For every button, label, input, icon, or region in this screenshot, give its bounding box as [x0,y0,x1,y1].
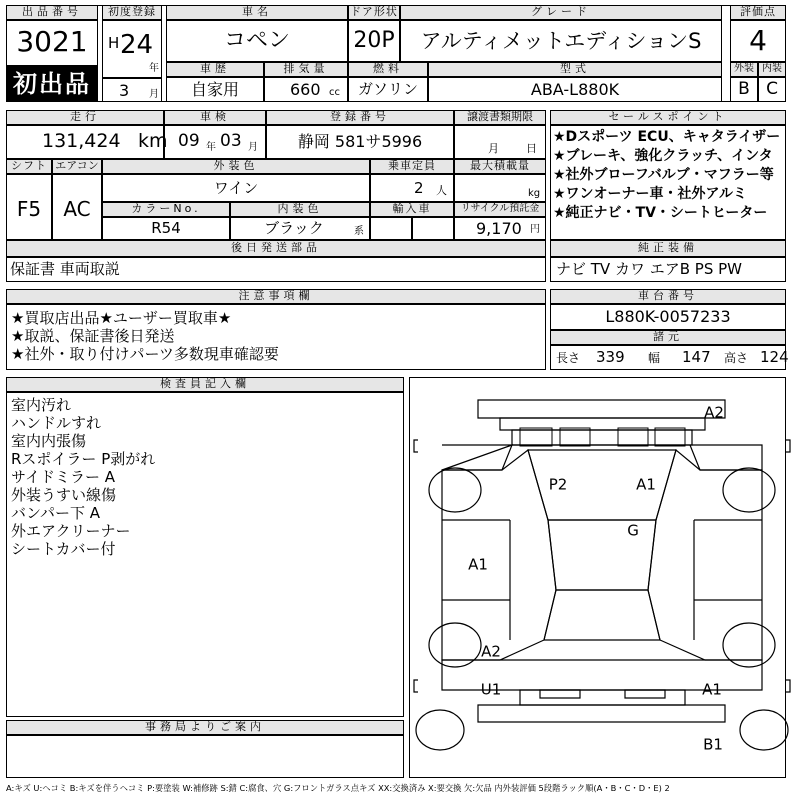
ext-color-header: 外装色 [102,159,370,174]
displacement-unit: cc [329,87,340,98]
model: ABA-L880K [530,80,620,99]
dimensions-header: 諸元 [550,330,786,345]
hood-edge-outline [512,430,692,445]
spare-wheel-right [740,710,788,750]
right-side-outline [648,450,762,660]
inspection-header: 車検 [164,110,266,125]
inspection-month: 03 [220,131,242,151]
equipment-header: 純正装備 [550,240,786,257]
damage-mark: G [627,521,639,540]
plate-number: 静岡 581サ5996 [297,132,423,151]
length: 339 [596,348,625,366]
note-item: ★買取店出品★ユーザー買取車★ [11,309,232,327]
inspector-item: 外エアクリーナー [11,522,131,540]
damage-mark: A1 [468,555,488,574]
chassis-number: L880K-0057233 [605,307,731,326]
inspection-year: 09 [178,131,200,151]
car-name: コペン [223,28,290,53]
mileage-unit: km [138,130,168,152]
note-item: ★取説、保証書後日発送 [11,327,175,345]
transfer-month-unit: 月 [488,142,499,155]
exterior-grade: B [738,79,750,99]
inspector-item: サイドミラー A [11,468,115,486]
inspector-item: 外装うすい線傷 [11,486,117,504]
left-side-outline [442,450,556,660]
inspection-year-unit: 年 [206,142,216,153]
inspector-item: バンパー下 A [11,504,100,522]
inspector-item: 室内内張傷 [11,432,87,450]
notes-header: 注意事項欄 [6,289,546,304]
era: H [108,34,120,52]
legend: A:キズ U:ヘコミ B:キズを伴うヘコミ P:要塗装 W:補修跡 S:錆 C:腐食、穴 G:フロントガラス点キズ XX:交換済み X:要交換 欠:欠品 内外装評価 5段階ラック順(A・B・C・D・E) 2 [6,783,670,793]
plate-header: 登録番号 [266,110,454,125]
score: 4 [749,24,767,57]
damage-mark: A1 [702,680,722,699]
lot-number: 3021 [16,25,88,58]
int-color-header: 内装色 [230,202,370,217]
damage-mark: A2 [704,403,724,422]
width: 147 [682,348,711,366]
transfer-day-unit: 日 [526,142,537,155]
grade: アルティメットエディションS [420,29,702,53]
registration-year: 24 [120,30,154,60]
year-unit: 年 [149,63,159,74]
lot-number-header: 出品番号 [6,5,98,20]
damage-mark: A1 [636,475,656,494]
interior-header: 内装 [758,62,786,77]
sales-point-item: ★純正ナビ・TV・シートヒーター [553,205,768,221]
rear-bumper-outline [478,705,725,722]
recycle-unit: 円 [530,224,540,235]
capacity-unit: 人 [436,184,447,197]
mileage-header: 走行 [6,110,164,125]
grade-header: グレード [400,5,722,20]
inspector-item: Rスポイラー P剥がれ [11,450,156,468]
roof-outline [548,520,656,590]
history-header: 車歴 [166,62,264,77]
first-listing-badge: 初出品 [6,66,98,102]
inspector-item: ハンドルすれ [11,414,102,432]
door-type: 20P [353,28,395,53]
note-item: ★社外・取り付けパーツ多数現車確認要 [11,345,279,363]
capacity-header: 乗車定員 [370,159,454,174]
fuel-header: 燃料 [348,62,428,77]
recycle-header: リサイクル預託金 [454,202,546,217]
damage-mark: P2 [548,475,568,494]
int-color: ブラック [264,219,324,237]
wheel-front-left [429,468,481,512]
equipment: ナビ TV カワ エアB PS PW [556,260,742,278]
damage-mark: A2 [481,642,501,661]
sales-point-item: ★Dスポーツ ECU、キャタライザー [553,129,781,145]
import-header: 輸入車 [370,202,454,217]
first-registration-header: 初度登録 [102,5,162,20]
front-bumper-outline [478,400,725,418]
office-header: 事務局よりご案内 [6,720,404,735]
spare-wheel-left [416,710,464,750]
inspector-item: 室内汚れ [11,396,72,414]
score-header: 評価点 [730,5,786,20]
damage-mark: U1 [480,680,502,699]
sales-point-item: ★ワンオーナー車・社外アルミ [553,186,747,202]
transfer-header: 譲渡書類期限 [454,110,546,125]
sales-points-header: セールスポイント [550,110,786,125]
ac-header: エアコン [52,159,102,174]
fuel: ガソリン [357,80,418,98]
mileage: 131,424 [42,130,121,152]
int-color-unit: 系 [354,226,364,237]
recycle: 9,170 [476,219,522,238]
shift: F5 [16,197,42,221]
shift-header: シフト [6,159,52,174]
interior-grade: C [766,79,778,99]
inspector-item: シートカバー付 [11,540,116,558]
registration-month: 3 [119,81,130,100]
height-label: 高さ [724,351,749,365]
rear-deck-outline [544,590,660,640]
month-unit: 月 [149,89,159,100]
displacement: 660 [290,80,321,99]
width-label: 幅 [648,351,661,365]
sales-point-item: ★社外ブローフバルブ・マフラー等 [553,167,774,183]
sales-point-item: ★ブレーキ、強化クラッチ、インタ [553,148,773,164]
inspection-month-unit: 月 [248,142,258,153]
height: 124 [760,348,789,366]
load-unit: kg [528,188,541,199]
front-fender-outline [442,445,762,470]
door-header: ドア形状 [348,5,400,20]
color-no-header: カラーNo. [102,202,230,217]
car-name-header: 車名 [166,5,348,20]
ac: AC [63,197,91,221]
chassis-header: 車台番号 [550,289,786,304]
inspector-header: 検査員記入欄 [6,377,404,392]
damage-mark: B1 [703,735,723,754]
exterior-header: 外装 [730,62,758,77]
headlights-outline [520,428,685,446]
history: 自家用 [190,80,239,99]
displacement-header: 排気量 [264,62,348,77]
later-docs-header: 後日発送部品 [6,240,546,257]
wheel-front-right [723,468,775,512]
ext-color: ワイン [213,179,259,197]
capacity: 2 [414,179,424,197]
length-label: 長さ [556,351,581,365]
later-docs: 保証書 車両取説 [10,260,120,278]
load-header: 最大積載量 [454,159,546,174]
color-no: R54 [151,219,181,237]
taillights-outline [540,690,665,698]
model-header: 型式 [428,62,722,77]
